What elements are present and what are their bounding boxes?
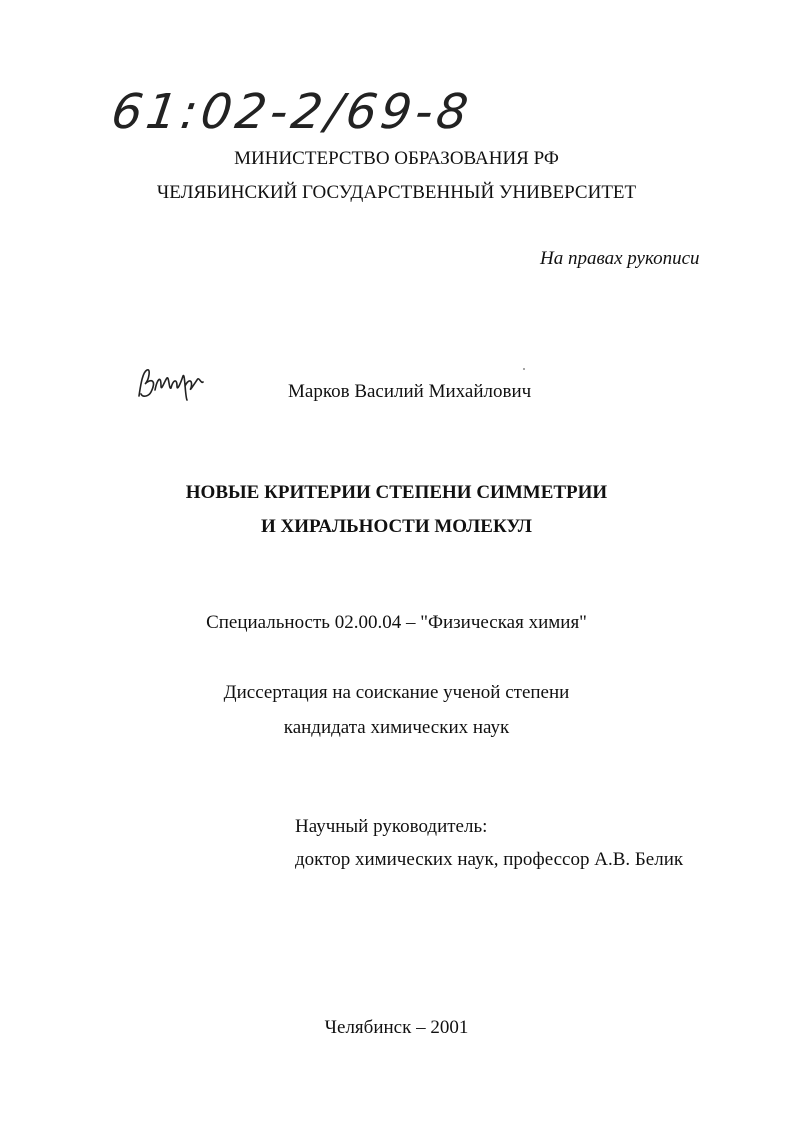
- city-year: Челябинск – 2001: [324, 1017, 469, 1038]
- specialty: Специальность 02.00.04 – "Физическая химия": [206, 612, 587, 633]
- supervisor-name: доктор химических наук, профессор А.В. Белик: [295, 849, 684, 870]
- speck: [523, 368, 525, 370]
- ministry-heading: МИНИСТЕРСТВО ОБРАЗОВАНИЯ РФ: [234, 148, 559, 169]
- thesis-title-line-2: И ХИРАЛЬНОСТИ МОЛЕКУЛ: [261, 516, 532, 537]
- supervisor-label: Научный руководитель:: [295, 816, 488, 837]
- author-name: Марков Василий Михайлович: [288, 381, 532, 402]
- author-signature: [135, 362, 207, 404]
- thesis-title-line-1: НОВЫЕ КРИТЕРИИ СТЕПЕНИ СИММЕТРИИ: [185, 482, 608, 503]
- dissertation-line-1: Диссертация на соискание ученой степени: [223, 682, 570, 703]
- university-heading: ЧЕЛЯБИНСКИЙ ГОСУДАРСТВЕННЫЙ УНИВЕРСИТЕТ: [156, 182, 637, 203]
- handwritten-catalog-number: 61:02-2/69-8: [108, 84, 476, 140]
- manuscript-note: На правах рукописи: [540, 248, 700, 269]
- dissertation-line-2: кандидата химических наук: [283, 717, 510, 738]
